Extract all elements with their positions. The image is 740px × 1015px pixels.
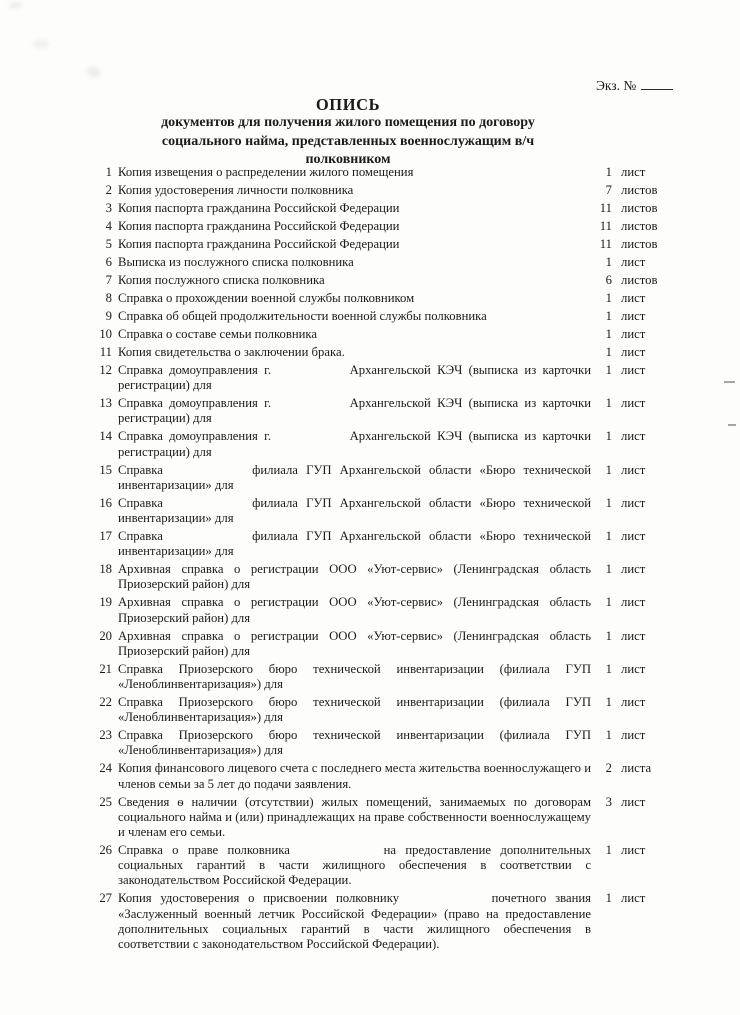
item-number: 12 <box>99 363 112 377</box>
item-sheet-unit: лист <box>621 345 646 359</box>
item-sheet-unit: лист <box>621 255 646 269</box>
redacted-blank <box>408 901 483 902</box>
list-item <box>95 629 679 659</box>
list-item <box>95 496 679 526</box>
item-sheet-count: 1 <box>605 728 612 743</box>
item-text: Справка филиала ГУП Архангельской области «Бюро технической инвентаризации» для <box>118 495 592 526</box>
item-number: 24 <box>99 761 112 776</box>
document-items-list <box>95 165 679 955</box>
item-sheet-count: 1 <box>605 562 612 577</box>
list-item <box>95 695 679 725</box>
list-item <box>95 345 679 360</box>
scan-smudge <box>33 40 49 48</box>
exemplar-number-blank <box>641 76 673 90</box>
item-sheet-count: 1 <box>605 495 612 510</box>
item-text: Справка домоуправления г. Архангельской КЭЧ (выписка из карточки регистрации) для <box>118 396 592 426</box>
item-sheet-unit: листа <box>621 761 652 776</box>
item-sheet-unit: лист <box>621 429 646 444</box>
list-item <box>95 761 679 791</box>
item-sheet-unit: лист <box>621 291 646 305</box>
document-subtitle-line-3: полковником <box>305 152 391 167</box>
item-sheet-count: 11 <box>599 201 612 215</box>
item-sheet-count: 11 <box>599 237 612 251</box>
redacted-blank <box>171 473 244 474</box>
list-item <box>95 463 679 493</box>
item-text: Копия удостоверения о присвоении полковнику почетного звания «Заслуженный военный летчик Российской Федерации» (право на предоставление дополнительных социальных гарантий в части жилищного обеспечения в соответствии с законодательством Российской Федерации). <box>118 891 592 952</box>
item-number: 26 <box>99 843 112 858</box>
item-sheet-unit: лист <box>621 891 646 906</box>
item-sheet-unit: листов <box>621 273 658 287</box>
item-number: 19 <box>99 595 112 610</box>
list-item <box>95 396 679 426</box>
list-item <box>95 273 679 288</box>
item-sheet-count: 2 <box>605 761 612 776</box>
redacted-blank <box>299 853 374 854</box>
item-sheet-unit: листов <box>621 201 658 215</box>
item-number: 9 <box>105 309 112 323</box>
item-text: Справка о праве полковника на предоставление дополнительных социальных гарантий в части жилищного обеспечения в соответствии с законодательством Российской Федерации. <box>118 843 592 888</box>
list-item <box>95 219 679 234</box>
list-item <box>95 255 679 270</box>
item-text: Копия финансового лицевого счета с последнего места жительства военнослужащего и членов семьи за 5 лет до подачи заявления. <box>118 761 591 791</box>
item-text: Архивная справка о регистрации ООО «Уют-сервис» (Ленинградская область Приозерский район) для <box>118 562 591 592</box>
list-item <box>95 662 679 692</box>
item-text: Справка о прохождении военной службы полковником <box>118 291 415 305</box>
exemplar-line <box>596 76 673 94</box>
item-number: 2 <box>105 183 112 197</box>
scan-smudge <box>85 65 103 80</box>
item-number: 10 <box>99 327 112 341</box>
item-text: Архивная справка о регистрации ООО «Уют-сервис» (Ленинградская область Приозерский район) для <box>118 628 591 658</box>
item-number: 23 <box>99 728 112 743</box>
redacted-blank <box>277 406 343 407</box>
item-sheet-unit: лист <box>621 363 646 377</box>
list-item <box>95 327 679 342</box>
item-number: 1 <box>105 165 112 179</box>
redacted-blank <box>277 439 343 440</box>
item-sheet-count: 1 <box>605 429 612 444</box>
item-sheet-count: 1 <box>605 255 612 269</box>
list-item <box>95 201 679 216</box>
document-title: ОПИСЬ <box>315 95 381 114</box>
item-number: 16 <box>99 495 112 510</box>
item-number: 3 <box>105 201 112 215</box>
item-text: Справка Приозерского бюро технической инвентаризации (филиала ГУП «Леноблинвентаризация») для <box>118 695 591 725</box>
item-sheet-unit: лист <box>621 628 646 643</box>
item-number: 8 <box>105 291 112 305</box>
item-sheet-count: 1 <box>605 345 612 359</box>
item-sheet-unit: лист <box>621 794 646 809</box>
item-text: Справка Приозерского бюро технической инвентаризации (филиала ГУП «Леноблинвентаризация») для <box>118 728 591 758</box>
list-item <box>95 363 679 393</box>
item-number: 18 <box>99 562 112 577</box>
list-item <box>95 891 679 952</box>
item-sheet-count: 1 <box>605 462 612 477</box>
item-sheet-count: 11 <box>599 219 612 233</box>
item-sheet-unit: лист <box>621 327 646 341</box>
item-sheet-count: 1 <box>605 396 612 411</box>
item-sheet-count: 1 <box>605 165 612 179</box>
item-sheet-unit: листов <box>621 183 658 197</box>
item-text: Сведения ѳ наличии (отсутствии) жилых помещений, занимаемых по договорам социального найма и (или) принадлежащих на праве собственности военнослужащему и членам его семьи. <box>118 794 591 840</box>
redacted-blank <box>171 539 244 540</box>
item-number: 13 <box>99 396 112 411</box>
list-item <box>95 237 679 252</box>
item-sheet-count: 1 <box>605 891 612 906</box>
item-sheet-unit: лист <box>621 695 646 710</box>
item-number: 17 <box>99 529 112 544</box>
item-sheet-unit: лист <box>621 529 646 544</box>
item-sheet-unit: лист <box>621 309 646 323</box>
item-sheet-count: 1 <box>605 309 612 323</box>
exemplar-label: Экз. № <box>596 78 637 93</box>
item-sheet-count: 1 <box>605 628 612 643</box>
item-sheet-unit: лист <box>621 728 646 743</box>
scan-artifact-tick <box>724 381 735 383</box>
list-item <box>95 795 679 841</box>
item-text: Копия удостоверения личности полковника <box>118 183 354 197</box>
item-number: 20 <box>99 628 112 643</box>
list-item <box>95 529 679 559</box>
item-number: 15 <box>99 462 112 477</box>
item-number: 27 <box>99 891 112 906</box>
scan-smudge <box>8 1 24 10</box>
scan-artifact-tick <box>728 424 736 426</box>
document-subtitle-line-1: документов для получения жилого помещения по договору <box>161 115 535 130</box>
item-number: 7 <box>105 273 112 287</box>
item-sheet-unit: лист <box>621 165 646 179</box>
list-item <box>95 728 679 758</box>
item-text: Копия паспорта гражданина Российской Федерации <box>118 237 400 251</box>
list-item <box>95 309 679 324</box>
item-text: Справка Приозерского бюро технической инвентаризации (филиала ГУП «Леноблинвентаризация») для <box>118 661 591 692</box>
item-text: Копия паспорта гражданина Российской Федерации <box>118 201 400 215</box>
item-sheet-count: 1 <box>605 843 612 858</box>
item-sheet-count: 1 <box>605 291 612 305</box>
item-text: Справка домоуправления г. Архангельской КЭЧ (выписка из карточки регистрации) для <box>118 429 592 459</box>
item-number: 25 <box>99 794 112 809</box>
item-text: Справка о составе семьи полковника <box>118 327 318 341</box>
item-text: Справка филиала ГУП Архангельской области «Бюро технической инвентаризации» для <box>118 529 592 559</box>
item-text: Справка домоуправления г. Архангельской КЭЧ (выписка из карточки регистрации) для <box>118 363 592 393</box>
item-sheet-unit: листов <box>621 237 658 251</box>
item-sheet-unit: лист <box>621 661 646 676</box>
item-sheet-unit: листов <box>621 219 658 233</box>
item-sheet-count: 7 <box>605 183 612 197</box>
item-number: 4 <box>105 219 112 233</box>
item-number: 11 <box>99 345 112 359</box>
title-block <box>58 95 638 170</box>
list-item <box>95 595 679 625</box>
item-sheet-unit: лист <box>621 396 646 411</box>
item-sheet-count: 6 <box>605 273 612 287</box>
item-text: Выписка из послужного списка полковника <box>118 255 354 269</box>
redacted-blank <box>171 506 244 507</box>
item-sheet-count: 1 <box>605 363 612 377</box>
item-sheet-unit: лист <box>621 843 646 858</box>
item-text: Копия свидетельства о заключении брака. <box>118 345 345 359</box>
list-item <box>95 291 679 306</box>
item-text: Справка об общей продолжительности военной службы полковника <box>118 309 487 323</box>
item-sheet-unit: лист <box>621 562 646 577</box>
item-number: 22 <box>99 695 112 710</box>
item-text: Справка филиала ГУП Архангельской области «Бюро технической инвентаризации» для <box>118 462 592 492</box>
item-number: 5 <box>105 237 112 251</box>
list-item <box>95 429 679 459</box>
item-sheet-unit: лист <box>621 462 646 477</box>
redacted-blank <box>277 373 343 374</box>
item-sheet-count: 1 <box>605 595 612 610</box>
item-text: Копия паспорта гражданина Российской Федерации <box>118 219 400 233</box>
item-sheet-count: 1 <box>605 661 612 676</box>
item-number: 14 <box>99 429 112 444</box>
item-sheet-count: 1 <box>605 695 612 710</box>
list-item <box>95 183 679 198</box>
list-item <box>95 843 679 889</box>
list-item <box>95 562 679 592</box>
list-item <box>95 165 679 180</box>
item-sheet-count: 3 <box>605 794 612 809</box>
item-number: 6 <box>105 255 112 269</box>
item-sheet-unit: лист <box>621 595 646 610</box>
item-text: Копия извещения о распределении жилого помещения <box>118 165 414 179</box>
item-sheet-count: 1 <box>605 327 612 341</box>
item-number: 21 <box>99 661 112 676</box>
document-subtitle-line-2: социального найма, представленных военнослужащим в/ч <box>161 133 535 149</box>
item-text: Архивная справка о регистрации ООО «Уют-сервис» (Ленинградская область Приозерский район) для <box>118 595 591 625</box>
item-sheet-count: 1 <box>605 529 612 544</box>
item-text: Копия послужного списка полковника <box>118 273 325 287</box>
item-sheet-unit: лист <box>621 495 646 510</box>
